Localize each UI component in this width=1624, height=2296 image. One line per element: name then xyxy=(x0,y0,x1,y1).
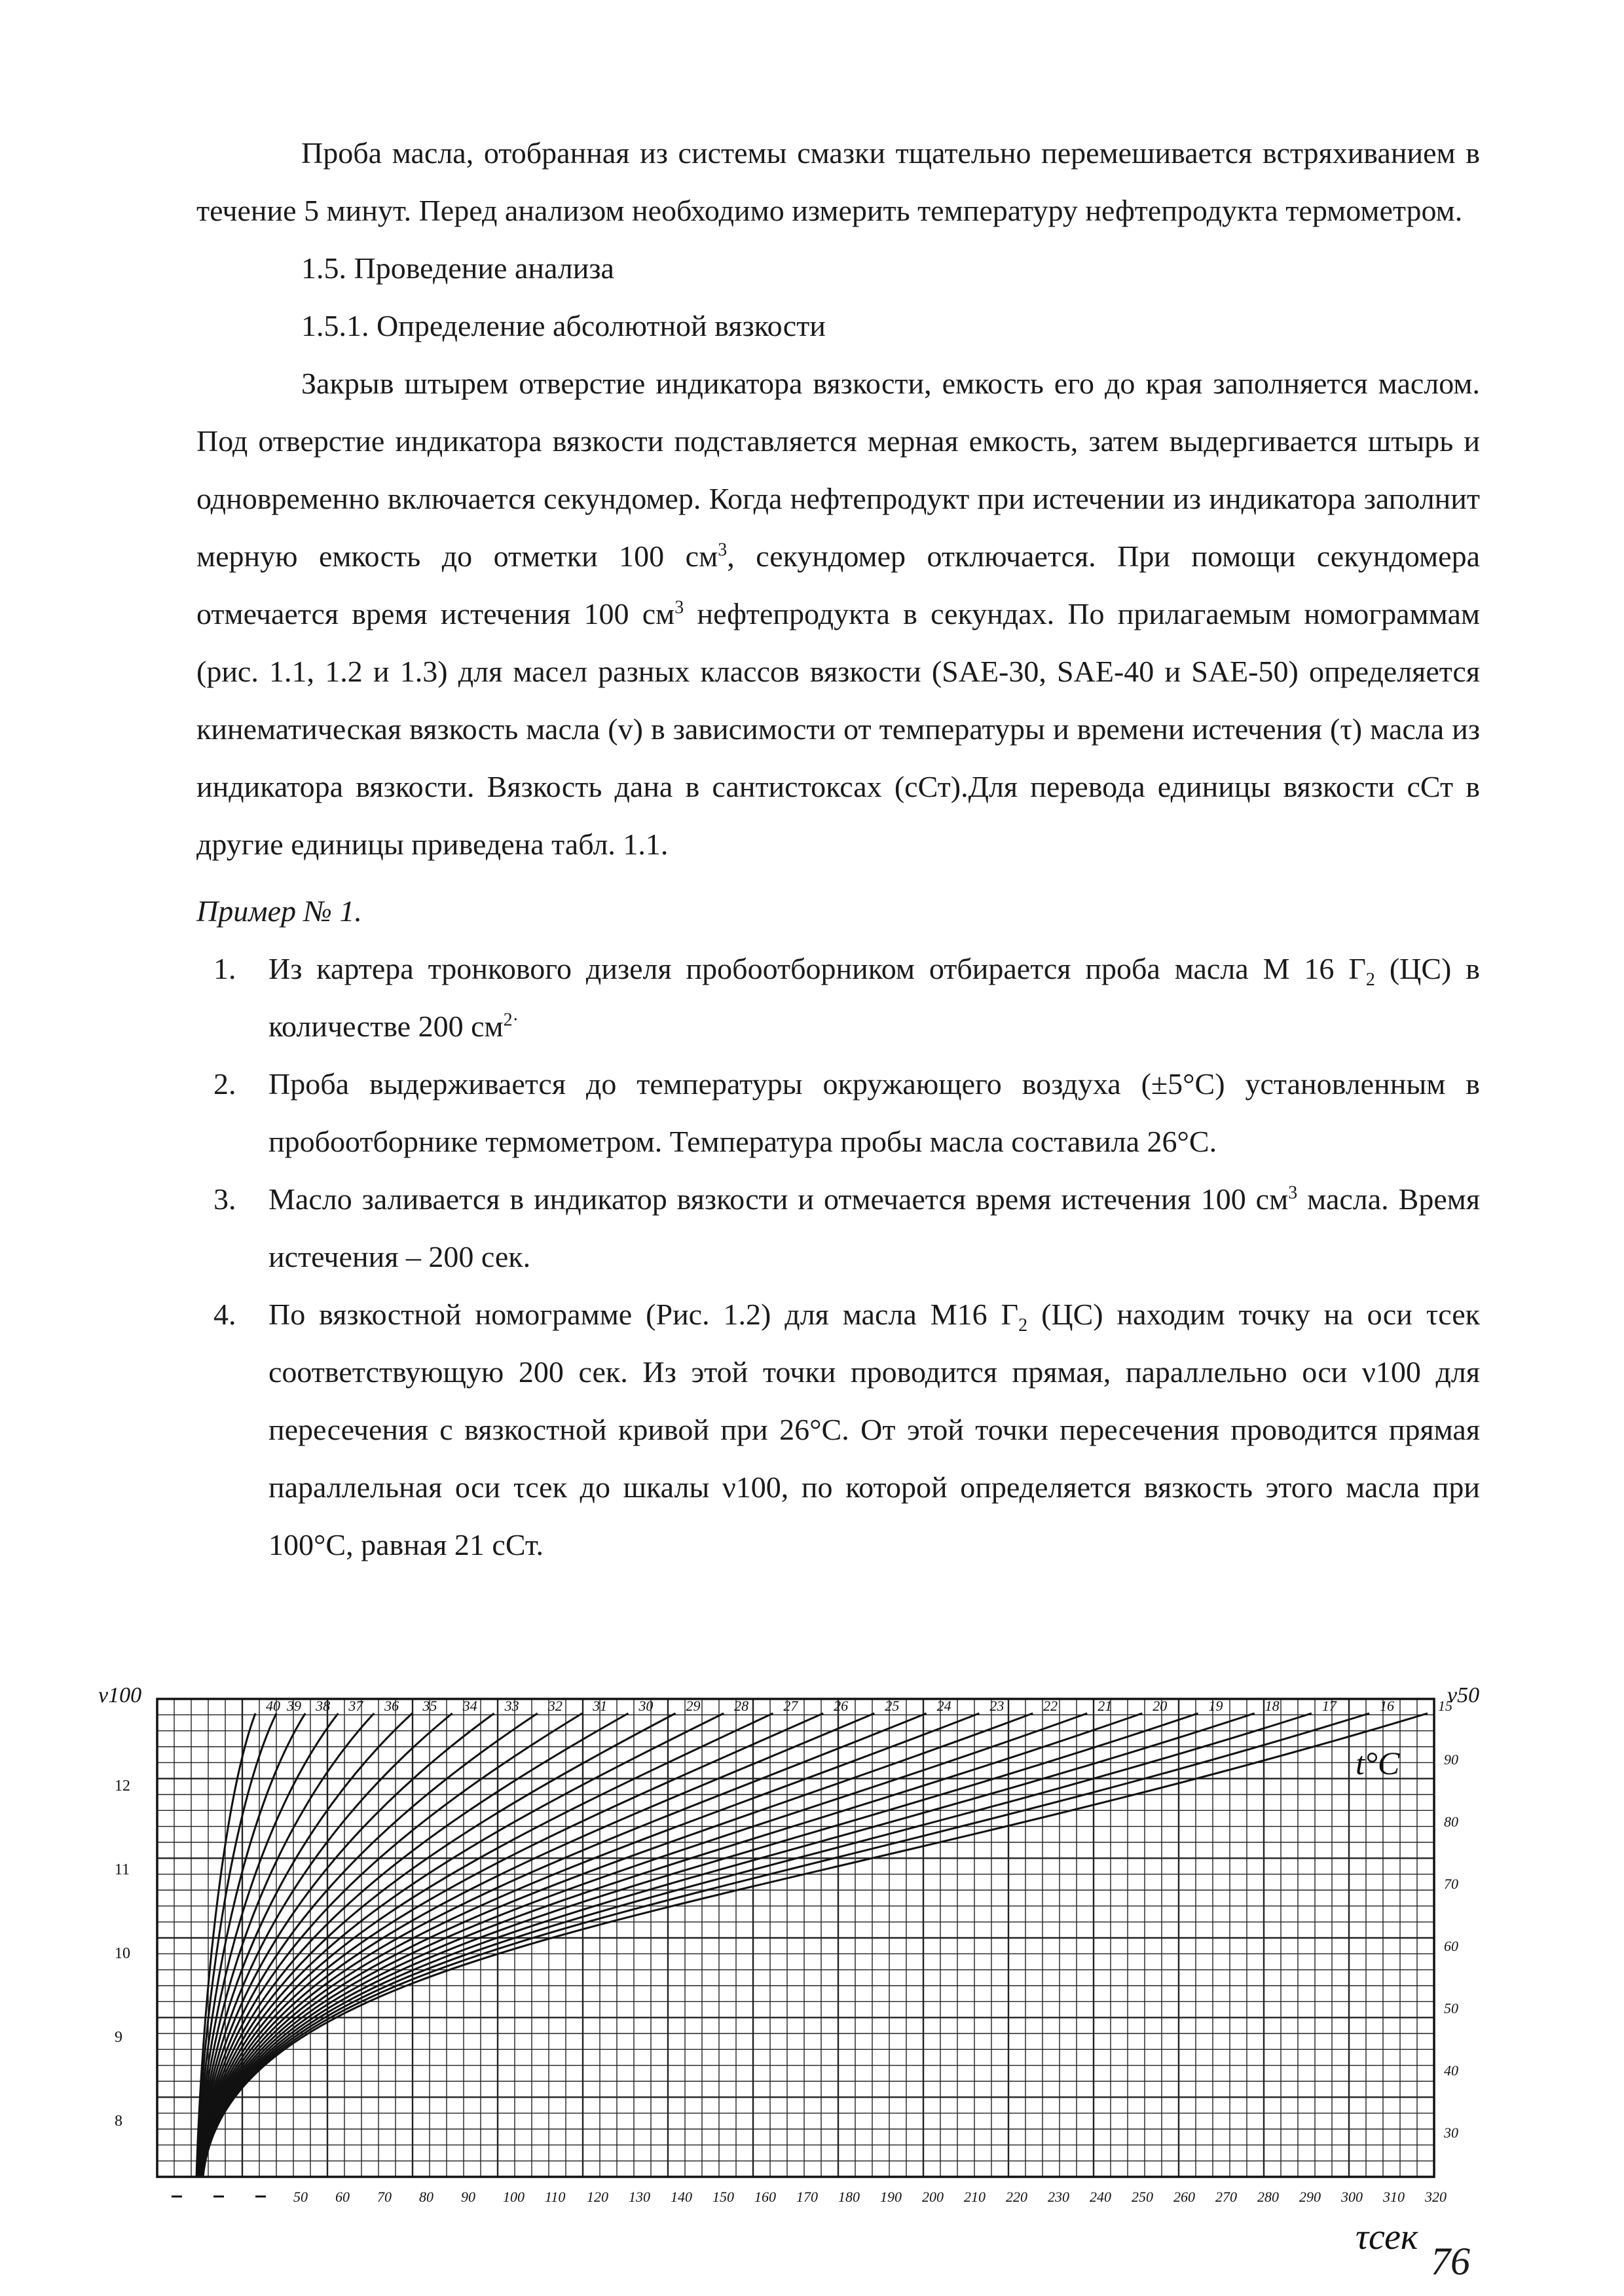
step-text: (ЦС) в количестве 200 см xyxy=(268,952,1480,1043)
x-tick-label: 180 xyxy=(838,2189,860,2205)
curve-unit-label: t°C xyxy=(1356,1745,1400,1781)
curve-temperature-label: 23 xyxy=(989,1698,1005,1714)
right-tick-label: 90 xyxy=(1444,1751,1458,1768)
superscript: 3 xyxy=(674,597,684,618)
step-text: Из картера тронкового дизеля пробоотборником отбирается проба масла М 16 Г xyxy=(268,952,1366,985)
viscosity-curve xyxy=(202,1713,1255,2177)
x-tick-label: 80 xyxy=(419,2189,434,2205)
nomogram-svg xyxy=(98,1673,1552,2282)
x-tick-label: 90 xyxy=(461,2189,475,2205)
x-tick-label: 300 xyxy=(1341,2189,1363,2205)
x-tick-label: 240 xyxy=(1090,2189,1111,2205)
x-tick-label: 200 xyxy=(922,2189,944,2205)
step-number: 1. xyxy=(213,952,236,985)
left-tick-label: 12 xyxy=(115,1777,130,1795)
right-tick-label: 50 xyxy=(1444,2000,1458,2016)
viscosity-curve xyxy=(200,1713,926,2177)
viscosity-curve xyxy=(200,1713,874,2177)
curve-temperature-label: 30 xyxy=(638,1698,654,1714)
x-tick-label: 50 xyxy=(293,2189,308,2205)
x-tick-label: 110 xyxy=(545,2189,566,2205)
curve-temperature-label: 15 xyxy=(1438,1698,1452,1714)
viscosity-curve xyxy=(198,1713,538,2177)
x-tick-label: 190 xyxy=(880,2189,902,2205)
x-tick-label: 140 xyxy=(671,2189,692,2205)
page-text xyxy=(196,124,1480,1574)
curve-temperature-label: 17 xyxy=(1321,1698,1337,1714)
x-tick-label: 160 xyxy=(754,2189,776,2205)
x-tick-label: 60 xyxy=(335,2189,350,2205)
right-tick-label: 30 xyxy=(1444,2124,1458,2141)
subscript: 2 xyxy=(1365,970,1375,991)
curve-temperature-label: 34 xyxy=(462,1698,477,1714)
curve-temperature-label: 37 xyxy=(348,1698,363,1714)
procedure-paragraph xyxy=(196,355,1480,873)
procedure-text-b: , секундомер отключается. При помощи секундомера отмечается время истечения 100 см xyxy=(196,539,1481,630)
left-tick-label: 9 xyxy=(115,2029,122,2046)
curve-temperature-label: 26 xyxy=(834,1698,849,1714)
x-axis-label: τсек xyxy=(1356,2217,1418,2257)
step-text: (ЦС) находим точку на оси τсек соответствующую 200 сек. Из этой точки проводится прямая, параллельно оси ν100 для пересечения с вязкостной кривой при 26°С. От этой точки пересечения проводится прямая параллельная оси τсек до шкалы ν100, по которой определяется вязкость этого масла при 100°С, равная 21 сСт. xyxy=(268,1298,1480,1561)
section-heading: 1.5. Проведение анализа xyxy=(301,251,614,285)
step-text: Проба выдерживается до температуры окружающего воздуха (±5°С) установленным в пробоотборнике термометром. Температура пробы масла составила 26°С. xyxy=(268,1067,1480,1158)
curve-temperature-label: 18 xyxy=(1264,1698,1280,1714)
viscosity-curve xyxy=(202,1713,1142,2177)
viscosity-nomogram xyxy=(98,1673,1552,2282)
curve-temperature-label: 40 xyxy=(266,1698,280,1714)
curve-temperature-label: 25 xyxy=(885,1698,900,1714)
step-number: 4. xyxy=(213,1298,236,1331)
curve-temperature-label: 21 xyxy=(1098,1698,1113,1714)
viscosity-curve xyxy=(202,1713,1198,2177)
x-tick-label: 120 xyxy=(587,2189,608,2205)
intro-paragraph: Проба масла, отобранная из системы смазки тщательно перемешивается встряхиванием в течение 5 минут. Перед анализом необходимо измерить температуру нефтепродукта термометром. xyxy=(196,136,1480,227)
x-tick-label: 260 xyxy=(1173,2189,1195,2205)
subscript: 2 xyxy=(1018,1315,1028,1336)
curve-temperature-label: 19 xyxy=(1208,1698,1223,1714)
x-tick-label: 280 xyxy=(1257,2189,1279,2205)
procedure-text-a: Закрыв штырем отверстие индикатора вязкости, емкость его до края заполняется маслом. Под отверстие индикатора вязкости подставляется мерная емкость, затем выдергивается штырь и одновременно включается секундомер. Когда нефтепродукт при истечении из индикатора заполнит мерную емкость до отметки 100 см xyxy=(196,367,1480,573)
x-tick-label: 320 xyxy=(1425,2189,1447,2205)
step-number: 2. xyxy=(213,1067,236,1101)
left-tick-label: 10 xyxy=(115,1945,130,1962)
nomogram-curves xyxy=(196,1713,1428,2177)
curve-temperature-label: 22 xyxy=(1043,1698,1058,1714)
viscosity-curve xyxy=(201,1713,980,2177)
x-tick-label: 250 xyxy=(1132,2189,1153,2205)
example-title: Пример № 1. xyxy=(196,894,362,928)
step-number: 3. xyxy=(213,1182,236,1216)
x-tick-label: 170 xyxy=(796,2189,818,2205)
viscosity-curve xyxy=(202,1713,1088,2177)
page-number: 76 xyxy=(1431,2240,1470,2283)
example-step xyxy=(196,940,1480,1055)
right-tick-label: 70 xyxy=(1444,1876,1458,1892)
step-text: Масло заливается в индикатор вязкости и отмечается время истечения 100 см xyxy=(268,1182,1289,1216)
curve-temperature-label: 33 xyxy=(504,1698,519,1714)
example-steps xyxy=(196,940,1480,1574)
curve-temperature-label: 36 xyxy=(384,1698,399,1714)
right-tick-label: 60 xyxy=(1444,1938,1458,1954)
subsection-heading: 1.5.1. Определение абсолютной вязкости xyxy=(301,309,826,342)
x-tick-label: 210 xyxy=(964,2189,986,2205)
nomogram-grid xyxy=(157,1699,1434,2177)
viscosity-curve xyxy=(202,1713,1312,2177)
curve-temperature-label: 27 xyxy=(783,1698,798,1714)
right-tick-label: 40 xyxy=(1444,2062,1458,2079)
x-tick-label: 270 xyxy=(1215,2189,1237,2205)
curve-temperature-label: 28 xyxy=(734,1698,749,1714)
curve-temperature-label: 31 xyxy=(593,1698,608,1714)
curve-temperature-label: 29 xyxy=(686,1698,701,1714)
step-text: масла. Время истечения – 200 сек. xyxy=(268,1182,1481,1273)
left-tick-label: 8 xyxy=(115,2113,122,2130)
curve-temperature-label: 39 xyxy=(287,1698,302,1714)
left-tick-label: 11 xyxy=(115,1861,130,1878)
x-tick-label: 100 xyxy=(503,2189,525,2205)
example-step xyxy=(196,1286,1480,1574)
right-tick-label: 80 xyxy=(1444,1813,1458,1830)
right-axis-label: ν50 xyxy=(1447,1683,1480,1707)
step-text: По вязкостной номограмме (Рис. 1.2) для масла М16 Г xyxy=(268,1298,1019,1331)
example-step xyxy=(196,1171,1480,1286)
example-step xyxy=(196,1055,1480,1171)
curve-temperature-label: 20 xyxy=(1153,1698,1168,1714)
curve-temperature-label: 24 xyxy=(936,1698,951,1714)
curve-temperature-label: 32 xyxy=(547,1698,563,1714)
curve-temperature-label: 38 xyxy=(316,1698,331,1714)
viscosity-curve xyxy=(200,1713,773,2177)
curve-temperature-label: 16 xyxy=(1379,1698,1394,1714)
x-tick-label: 130 xyxy=(629,2189,650,2205)
x-tick-label: 70 xyxy=(377,2189,392,2205)
procedure-text-c: нефтепродукта в секундах. По прилагаемым номограммам (рис. 1.1, 1.2 и 1.3) для масел разных классов вязкости (SAE-30, SAE-40 и SAE-50) определяется кинематическая вязкость масла (v) в зависимости от температуры и времени истечения (τ) масла из индикатора вязкости. Вязкость дана в сантистоксах (сСт).Для перевода единицы вязкости сСт в другие единицы приведена табл. 1.1. xyxy=(196,597,1480,861)
curve-temperature-label: 35 xyxy=(422,1698,437,1714)
superscript: 2· xyxy=(503,1010,519,1030)
x-tick-label: 150 xyxy=(712,2189,734,2205)
x-tick-label: 230 xyxy=(1048,2189,1069,2205)
viscosity-curve xyxy=(198,1713,412,2177)
superscript: 3 xyxy=(1288,1182,1298,1203)
x-tick-label: 310 xyxy=(1383,2189,1405,2205)
x-tick-label: 290 xyxy=(1299,2189,1321,2205)
left-axis-label: ν100 xyxy=(98,1683,142,1707)
x-tick-label: 220 xyxy=(1006,2189,1027,2205)
superscript: 3 xyxy=(718,539,728,560)
